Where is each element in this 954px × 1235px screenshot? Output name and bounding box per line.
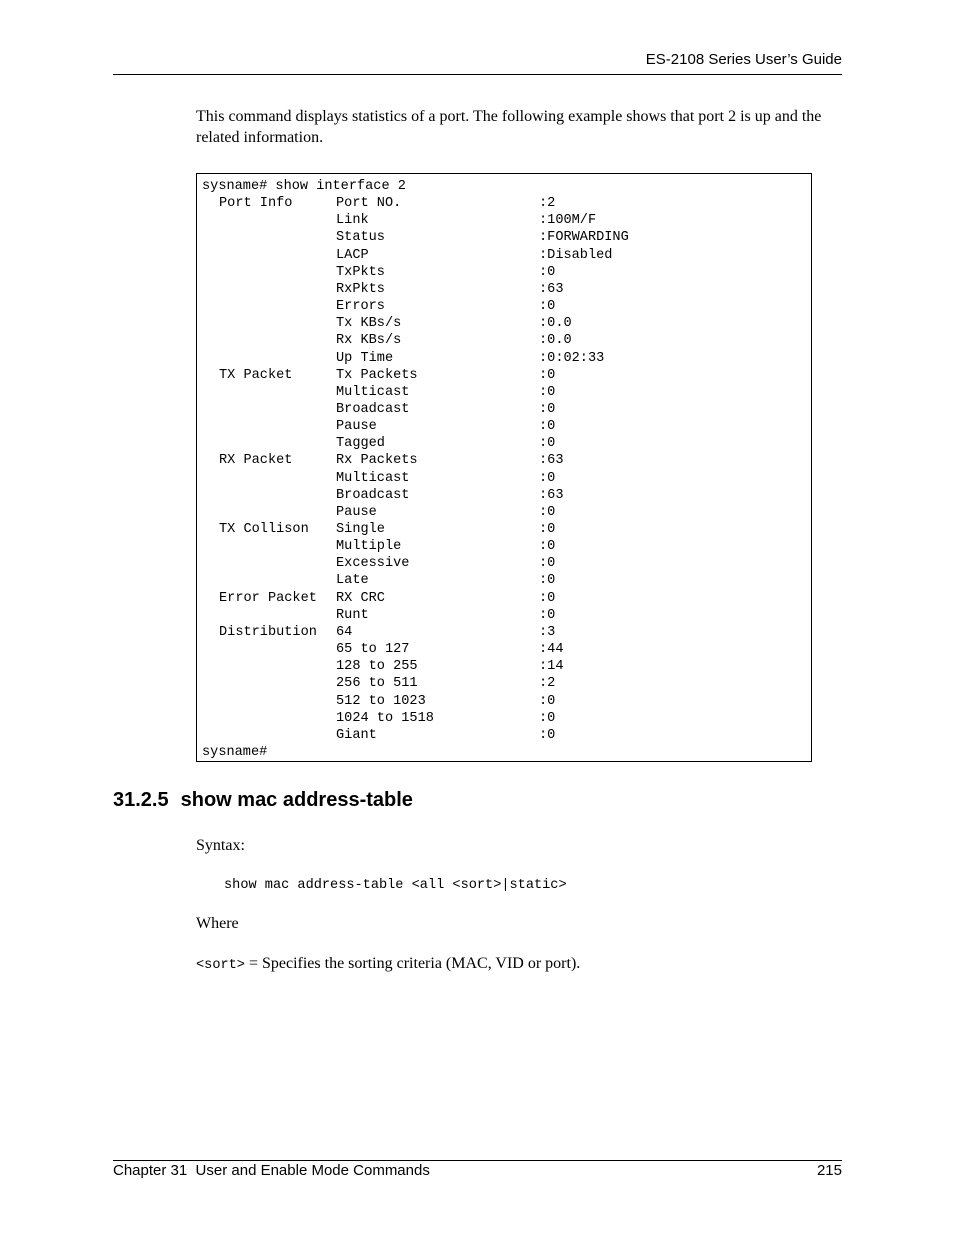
code-field-value: :0 [539,710,556,726]
code-field-value: :2 [539,196,556,212]
where-label: Where [196,915,239,932]
code-field-label: Late [336,573,369,589]
code-field-value: :63 [539,453,564,469]
chapter-title: Chapter 31 User and Enable Mode Commands [113,1162,430,1179]
code-field-label: Port NO. [336,196,402,212]
code-field-value: :0 [539,299,556,315]
code-field-label: Pause [336,419,377,435]
code-field-value: :0 [539,539,556,555]
code-field-label: Tagged [336,436,385,452]
section-number: 31.2.5 [113,789,169,811]
code-field-value: :0 [539,556,556,572]
code-field-label: Broadcast [336,401,410,417]
code-field-value: :0:02:33 [539,350,605,366]
code-field-value: :0.0 [539,333,572,349]
code-group-label: TX Collison [219,522,309,537]
section-title: show mac address-table [180,789,413,811]
code-prompt-line: sysname# [202,744,268,760]
code-field-value: :0 [539,607,556,623]
code-field-label: Multicast [336,470,410,486]
param-description [196,955,580,973]
code-field-value: :63 [539,487,564,503]
code-field-label: RX CRC [336,590,385,606]
code-field-label: Pause [336,504,377,520]
code-field-value: :0 [539,419,556,435]
code-field-value: :44 [539,642,564,658]
code-field-label: RxPkts [336,281,385,297]
param-name: <sort> [196,958,245,973]
code-field-label: Multicast [336,384,410,400]
code-field-label: Errors [336,299,385,315]
code-field-label: TxPkts [336,264,385,280]
intro-paragraph: This command displays statistics of a port. The following example shows that port 2 is up and the related information. [196,108,822,146]
syntax-code: show mac address-table <all <sort>|static> [224,878,567,893]
code-field-value: :0 [539,727,556,743]
code-field-value: :3 [539,624,556,640]
code-field-label: Tx KBs/s [336,316,402,332]
code-field-label: 65 to 127 [336,642,410,658]
code-field-value: :0 [539,470,556,486]
code-field-value: :100M/F [539,213,597,229]
code-field-label: LACP [336,247,369,263]
code-field-label: Rx Packets [336,453,418,469]
code-field-value: :0 [539,573,556,589]
code-field-value: :0 [539,367,556,383]
guide-title: ES-2108 Series User’s Guide [645,51,842,68]
code-field-label: Excessive [336,556,410,572]
code-field-value: :0 [539,590,556,606]
param-text: = Specifies the sorting criteria (MAC, VID or port). [244,955,581,972]
code-field-label: Status [336,230,385,246]
code-field-value: :0 [539,436,556,452]
code-group-label: Port Info [219,196,293,212]
code-field-label: 256 to 511 [336,676,418,692]
code-field-label: Broadcast [336,487,410,503]
code-field-label: 512 to 1023 [336,693,426,709]
code-field-value: :14 [539,659,564,675]
code-field-label: Single [336,522,385,537]
code-field-label: 1024 to 1518 [336,710,434,726]
code-group-label: Error Packet [219,590,317,606]
code-field-value: :0 [539,693,556,709]
code-field-label: Giant [336,727,377,743]
footer-divider [113,1160,842,1161]
code-field-label: Tx Packets [336,367,418,383]
code-field-label: Runt [336,607,369,623]
code-field-value: :0 [539,504,556,520]
code-field-value: :FORWARDING [539,230,629,246]
code-field-value: :0.0 [539,316,572,332]
code-field-value: :0 [539,522,556,537]
code-field-value: :0 [539,264,556,280]
syntax-label: Syntax: [196,837,245,854]
code-field-value: :63 [539,281,564,297]
code-field-label: 128 to 255 [336,659,418,675]
code-field-label: Multiple [336,539,402,555]
code-command-line: sysname# show interface 2 [202,179,406,194]
code-field-value: :0 [539,384,556,400]
code-field-label: Rx KBs/s [336,333,402,349]
code-field-label: 64 [336,624,353,640]
code-field-label: Link [336,213,369,229]
header-divider [113,74,842,75]
code-field-label: Up Time [336,350,394,366]
code-field-value: :0 [539,401,556,417]
section-heading [113,789,413,812]
code-example-box [196,173,812,762]
page-number: 215 [816,1162,842,1179]
code-field-value: :2 [539,676,556,692]
code-group-label: TX Packet [219,367,293,383]
code-group-label: Distribution [219,624,317,640]
code-group-label: RX Packet [219,453,293,469]
code-field-value: :Disabled [539,247,613,263]
